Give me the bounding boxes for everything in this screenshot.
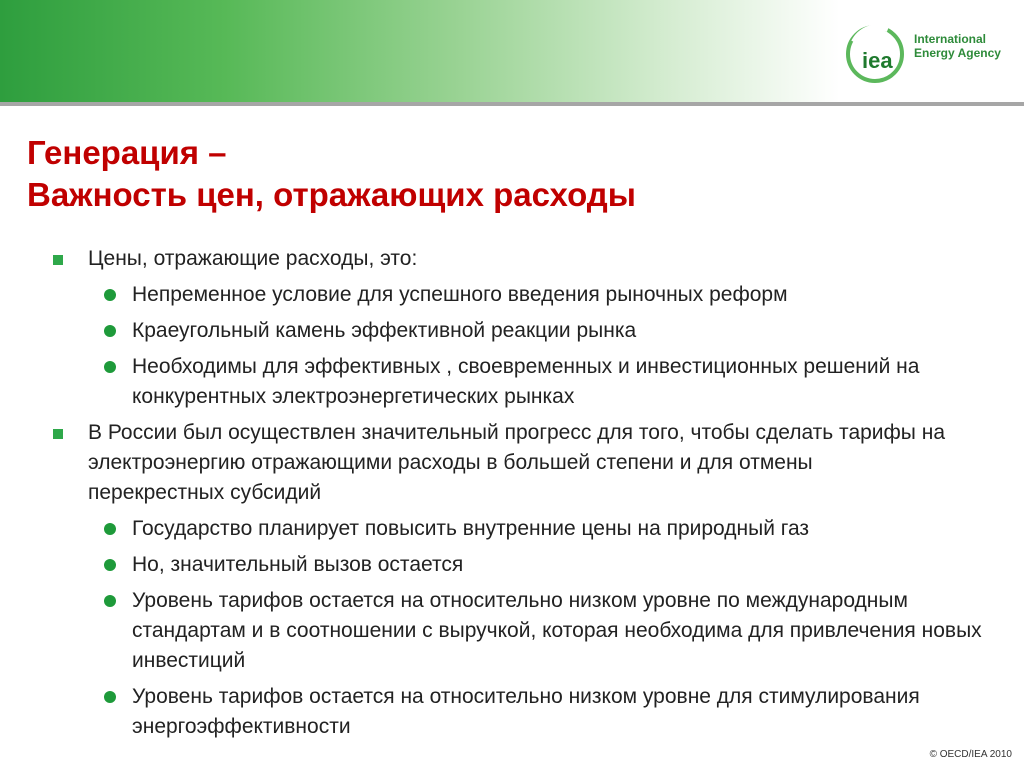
title-line-1: Генерация – [27,134,227,171]
sub-bullet-text: Краеугольный камень эффективной реакции рынка [132,319,637,342]
iea-logo-wordmark [914,32,1014,60]
logo-line-1: International [914,32,987,46]
bullet-item [0,418,948,508]
round-bullet-icon [104,361,116,373]
bullet-text: В России был осуществлен значительный прогресс для того, чтобы сделать тарифы на электроэнергию отражающими расходы в большей степени и для отмены перекрестных субсидий [88,421,946,504]
sub-bullet-text: Непременное условие для успешного введения рыночных реформ [132,283,788,306]
logo-line-2: Energy Agency [914,46,1001,60]
sub-bullet-text: Но, значительный вызов остается [132,553,464,576]
round-bullet-icon [104,523,116,535]
slide-title [27,132,987,216]
sub-bullet-item [0,682,982,742]
sub-bullet-item [0,514,982,544]
sub-bullet-text: Необходимы для эффективных , своевременных и инвестиционных решений на конкурентных электроэнергетических рынках [132,355,920,408]
round-bullet-icon [104,289,116,301]
iea-logo-icon [842,20,912,90]
sub-bullet-text: Уровень тарифов остается на относительно низком уровне для стимулирования энергоэффективности [132,685,920,738]
round-bullet-icon [104,559,116,571]
sub-bullet-item [0,280,982,310]
sub-bullet-item [0,316,982,346]
sub-bullet-item [0,352,982,412]
sub-bullet-text: Уровень тарифов остается на относительно низком уровне по международным стандартам и в соотношении с выручкой, которая необходима для привлечения новых инвестиций [132,589,982,672]
sub-bullet-item [0,550,982,580]
round-bullet-icon [104,595,116,607]
iea-logo-mark: iea [862,48,893,73]
square-bullet-icon [53,429,63,439]
square-bullet-icon [53,255,63,265]
bullet-text: Цены, отражающие расходы, это: [88,247,418,270]
bullet-item [0,244,948,274]
title-line-2: Важность цен, отражающих расходы [27,176,636,213]
bullet-list [0,244,1024,742]
round-bullet-icon [104,325,116,337]
sub-bullet-text: Государство планирует повысить внутренние цены на природный газ [132,517,810,540]
header-divider [0,102,1024,106]
sub-bullet-item [0,586,982,676]
iea-logo [842,20,1012,90]
copyright-notice: © OECD/IEA 2010 [929,749,1012,760]
round-bullet-icon [104,691,116,703]
